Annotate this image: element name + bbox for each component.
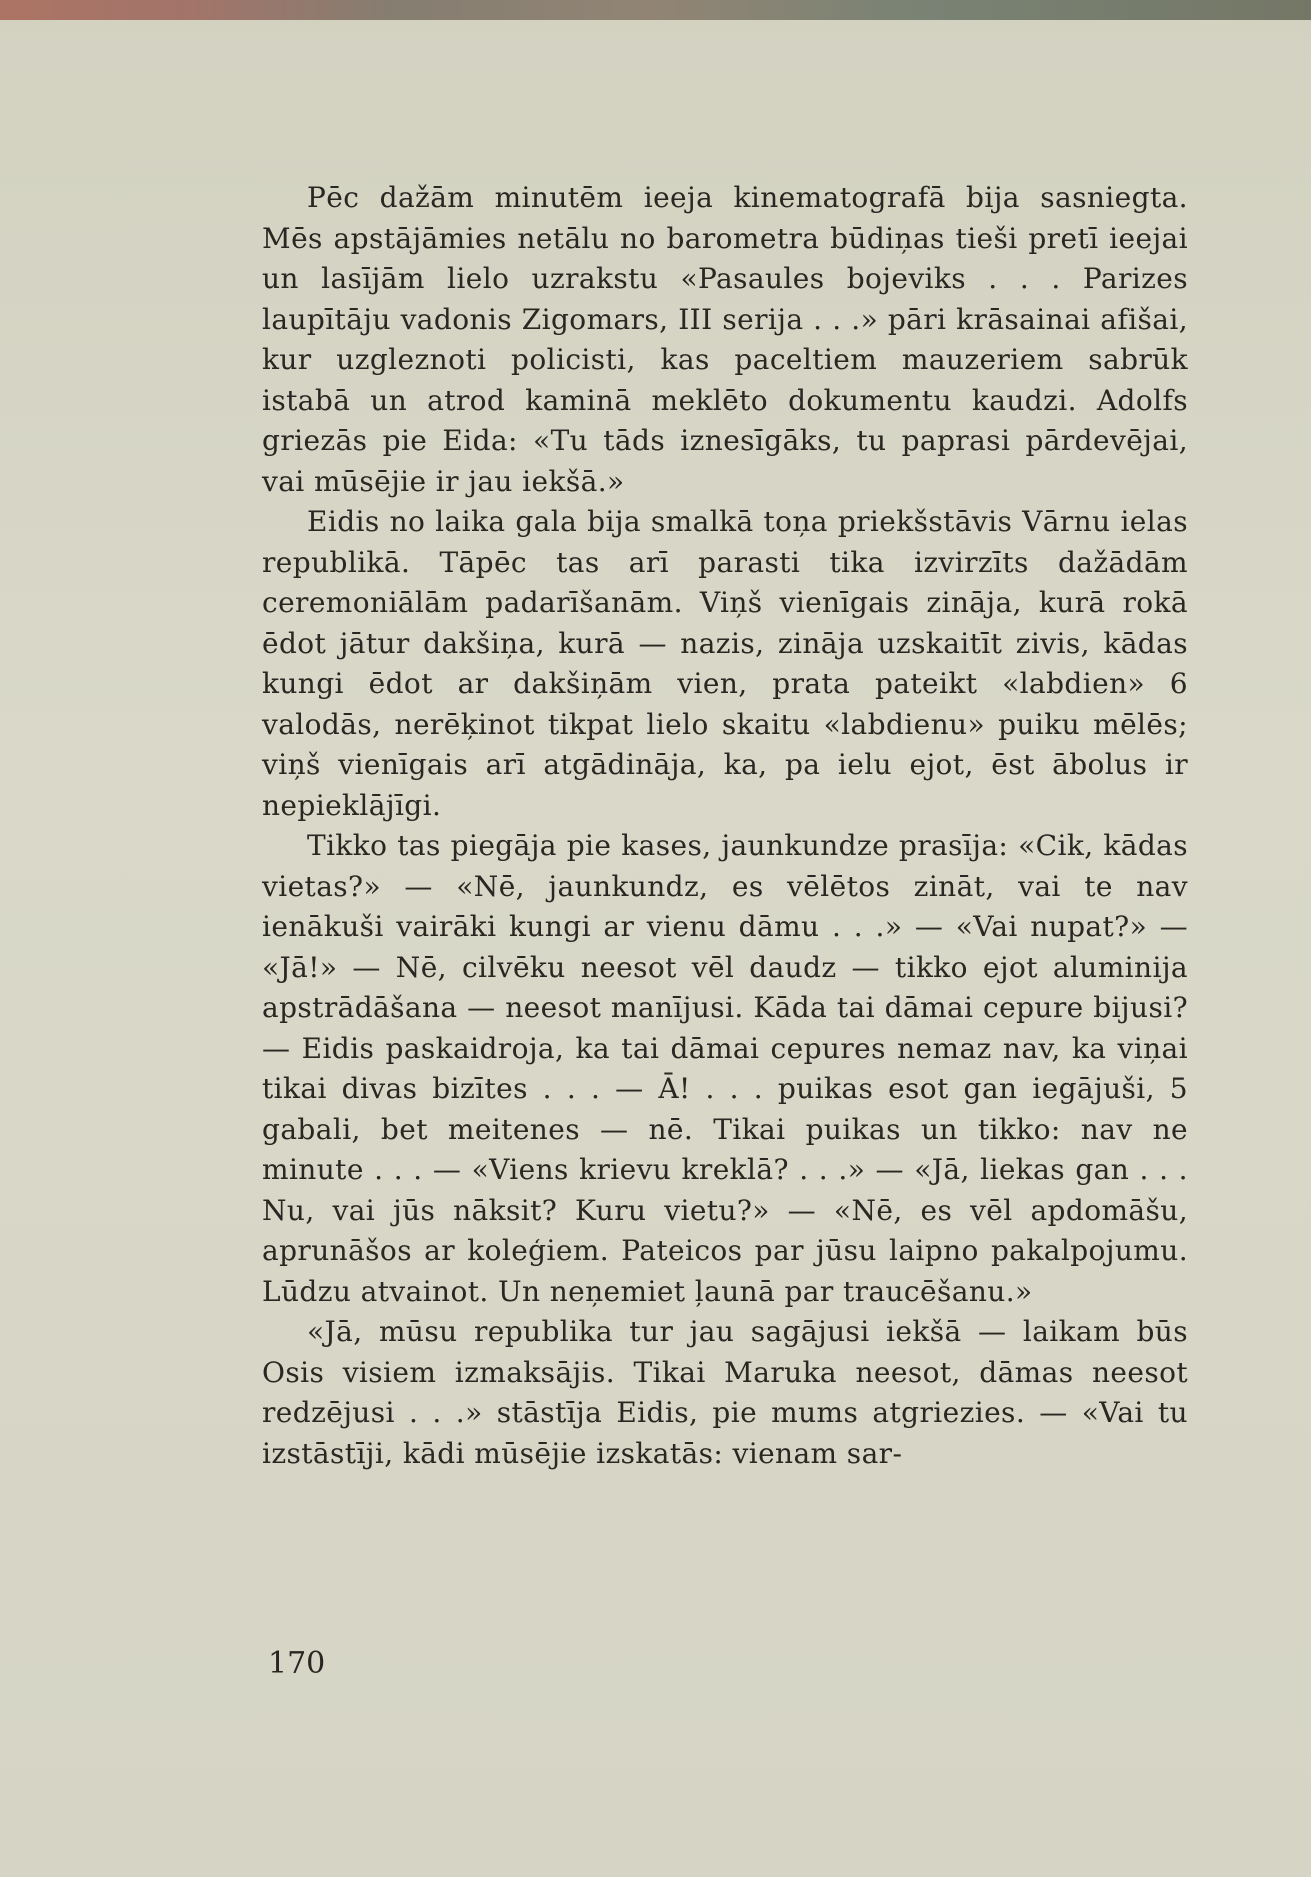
paragraph: Tikko tas piegāja pie kases, jaunkundze prasīja: «Cik, kādas vietas?» — «Nē, jaunkundz, es vēlētos zināt, vai te nav ienākuši vairāki kungi ar vienu dāmu . . .» — «Vai nupat?» — «Jā!» — Nē, cilvēku neesot vēl daudz — tikko ejot aluminija apstrādāšana — neesot manījusi. Kāda tai dāmai cepure bijusi? — Eidis paskaidroja, ka tai dāmai cepures nemaz nav, ka viņai tikai divas bizītes . . . — Ā! . . . puikas esot gan iegājuši, 5 gabali, bet meitenes — nē. Tikai puikas un tikko: nav ne minute . . . — «Viens krievu kreklā? . . .» — «Jā, liekas gan . . . Nu, vai jūs nāksit? Kuru vietu?» — «Nē, es vēl apdomāšu, aprunāšos ar koleģiem. Pateicos par jūsu laipno pakalpojumu. Lūdzu atvainot. Un neņemiet ļaunā par traucēšanu.» xyxy=(262,829,1188,1308)
paragraph: «Jā, mūsu republika tur jau sagājusi iekšā — laikam būs Osis visiem izmaksājis. Tikai Maruka neesot, dāmas neesot redzējusi . . .» stāstīja Eidis, pie mums atgriezies. — «Vai tu izstāstīji, kādi mūsējie izskatās: vienam sar- xyxy=(262,1315,1188,1470)
paragraph: Pēc dažām minutēm ieeja kinematografā bija sasniegta. Mēs apstājāmies netālu no barometra būdiņas tieši pretī ieejai un lasījām lielo uzrakstu «Pasaules bojeviks . . . Parizes laupītāju vadonis Zigomars, III serija . . .» pāri krāsainai afišai, kur uzgleznoti policisti, kas paceltiem mauzeriem sabrūk istabā un atrod kaminā meklēto dokumentu kaudzi. Adolfs griezās pie Eida: «Tu tāds iznesīgāks, tu paprasi pārdevējai, vai mūsējie ir jau iekšā.» xyxy=(262,181,1188,498)
page-top-edge xyxy=(0,0,1311,20)
body-text xyxy=(262,178,1188,1474)
paragraph: Eidis no laika gala bija smalkā toņa priekšstāvis Vārnu ielas republikā. Tāpēc tas arī parasti tika izvirzīts dažādām ceremoniālām padarīšanām. Viņš vienīgais zināja, kurā rokā ēdot jātur dakšiņa, kurā — nazis, zināja uzskaitīt zivis, kādas kungi ēdot ar dakšiņām vien, prata pateikt «labdien» 6 valodās, nerēķinot tikpat lielo skaitu «labdienu» puiku mēlēs; viņš vienīgais arī atgādināja, ka, pa ielu ejot, ēst ābolus ir nepieklājīgi. xyxy=(262,505,1188,822)
page-number: 170 xyxy=(268,1646,326,1681)
